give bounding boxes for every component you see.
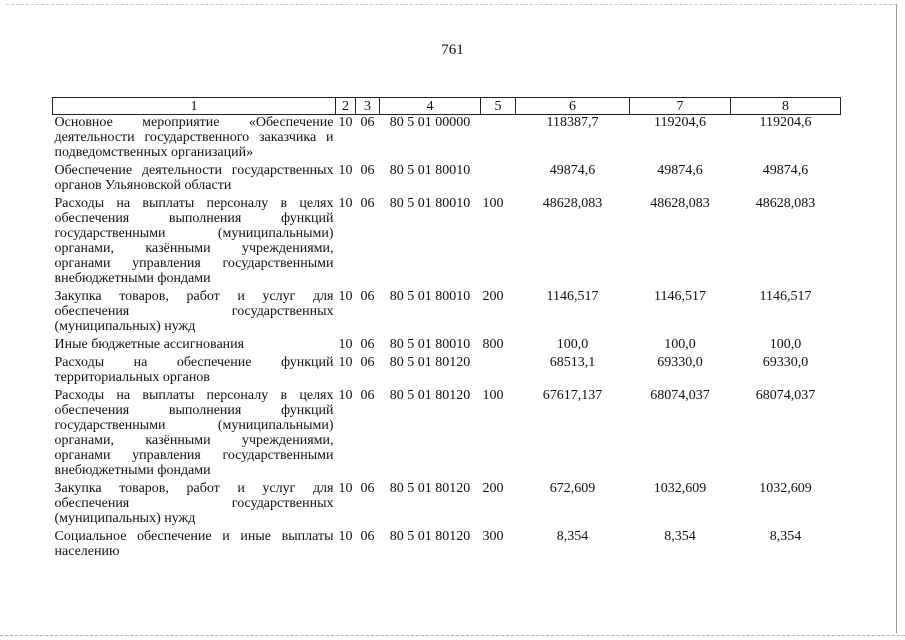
row-value-8: 68074,037 <box>755 388 816 403</box>
row-subsection: 06 <box>360 196 375 211</box>
row-section: 10 <box>338 289 353 304</box>
row-expense-kind: 100 <box>482 388 504 403</box>
row-name: Расходы на обеспечение функций территориальных органов <box>54 355 334 385</box>
row-value-6: 1146,517 <box>546 289 599 304</box>
row-name: Основное мероприятие «Обеспечение деятельности государственного заказчика и подведомственных организаций» <box>54 115 334 160</box>
row-target-code: 80 5 01 80120 <box>389 355 471 370</box>
row-value-8: 100,0 <box>769 337 802 352</box>
row-target-code: 80 5 01 00000 <box>389 115 471 130</box>
page-number: 761 <box>441 42 464 58</box>
row-subsection: 06 <box>360 163 375 178</box>
row-value-7: 100,0 <box>664 337 696 352</box>
row-value-6: 100,0 <box>556 337 589 352</box>
row-subsection: 06 <box>360 337 375 352</box>
row-expense-kind <box>481 115 516 164</box>
row-target-code: 80 5 01 80010 <box>389 196 471 211</box>
row-expense-kind: 200 <box>482 481 504 496</box>
row-expense-kind: 800 <box>482 337 504 352</box>
row-section: 10 <box>338 481 353 496</box>
row-value-8: 69330,0 <box>762 355 809 370</box>
row-section: 10 <box>338 196 353 211</box>
row-target-code: 80 5 01 80120 <box>389 529 471 544</box>
table-row <box>53 355 841 388</box>
row-expense-kind: 300 <box>482 529 504 544</box>
row-subsection: 06 <box>360 289 375 304</box>
table-row <box>53 529 841 562</box>
table-row <box>53 337 841 355</box>
row-expense-kind <box>481 355 516 388</box>
budget-table <box>52 97 841 562</box>
table-row <box>53 196 841 289</box>
table-row <box>53 388 841 481</box>
row-value-7: 49874,6 <box>657 163 703 178</box>
header-col-3: 3 <box>356 98 380 115</box>
row-value-8: 1146,517 <box>759 289 812 304</box>
row-target-code: 80 5 01 80120 <box>389 481 471 496</box>
row-section: 10 <box>338 529 353 544</box>
row-value-7: 69330,0 <box>657 355 703 370</box>
row-subsection: 06 <box>360 529 375 544</box>
row-section: 10 <box>338 388 353 403</box>
row-target-code: 80 5 01 80010 <box>389 163 471 178</box>
row-value-7: 1146,517 <box>654 289 706 304</box>
header-col-4: 4 <box>380 98 481 115</box>
row-value-8: 48628,083 <box>755 196 816 211</box>
row-value-6: 8,354 <box>556 529 589 544</box>
row-value-8: 49874,6 <box>762 163 809 178</box>
row-value-6: 672,609 <box>549 481 596 496</box>
header-row <box>53 98 841 115</box>
row-expense-kind <box>481 163 516 196</box>
scan-edge <box>0 635 905 636</box>
row-subsection: 06 <box>360 388 375 403</box>
row-target-code: 80 5 01 80010 <box>389 337 471 352</box>
row-value-6: 48628,083 <box>542 196 603 211</box>
row-subsection: 06 <box>360 355 375 370</box>
header-col-7: 7 <box>630 98 731 115</box>
row-value-6: 67617,137 <box>542 388 603 403</box>
table-header <box>53 98 841 115</box>
row-value-7: 1032,609 <box>653 481 707 496</box>
row-name: Расходы на выплаты персоналу в целях обеспечения выполнения функций государственными (муниципальными) органами, казёнными учреждениями, органами управления государственными внебюджетными фондами <box>54 388 334 478</box>
row-target-code: 80 5 01 80010 <box>389 289 471 304</box>
row-value-6: 118387,7 <box>546 115 599 130</box>
row-value-7: 48628,083 <box>650 196 710 211</box>
row-value-8: 1032,609 <box>759 481 812 496</box>
row-value-8: 8,354 <box>769 529 802 544</box>
header-col-5: 5 <box>481 98 516 115</box>
row-subsection: 06 <box>360 481 375 496</box>
row-name: Расходы на выплаты персоналу в целях обеспечения выполнения функций государственными (муниципальными) органами, казёнными учреждениями, органами управления государственными внебюджетными фондами <box>54 196 334 286</box>
row-section: 10 <box>338 115 353 130</box>
table-row <box>53 289 841 337</box>
row-subsection: 06 <box>360 115 375 130</box>
row-section: 10 <box>338 337 353 352</box>
row-section: 10 <box>338 163 353 178</box>
row-value-6: 49874,6 <box>549 163 596 178</box>
table-row <box>53 481 841 529</box>
row-section: 10 <box>338 355 353 370</box>
header-col-1: 1 <box>53 98 336 115</box>
row-value-7: 8,354 <box>664 529 696 544</box>
header-col-8: 8 <box>731 98 841 115</box>
row-value-7: 119204,6 <box>654 115 706 130</box>
table-body <box>53 115 841 563</box>
row-name: Обеспечение деятельности государственных органов Ульяновской области <box>54 163 334 193</box>
table-row <box>53 163 841 196</box>
row-target-code: 80 5 01 80120 <box>389 388 471 403</box>
header-col-6: 6 <box>516 98 630 115</box>
row-name: Закупка товаров, работ и услуг для обеспечения государственных (муниципальных) нужд <box>54 289 334 334</box>
row-value-8: 119204,6 <box>759 115 812 130</box>
row-name: Закупка товаров, работ и услуг для обеспечения государственных (муниципальных) нужд <box>54 481 334 526</box>
row-value-7: 68074,037 <box>650 388 710 403</box>
table-row <box>53 115 841 164</box>
row-value-6: 68513,1 <box>549 355 596 370</box>
row-name: Иные бюджетные ассигнования <box>54 337 245 352</box>
row-expense-kind: 200 <box>482 289 504 304</box>
header-col-2: 2 <box>336 98 356 115</box>
row-expense-kind: 100 <box>482 196 504 211</box>
row-name: Социальное обеспечение и иные выплаты населению <box>54 529 334 559</box>
